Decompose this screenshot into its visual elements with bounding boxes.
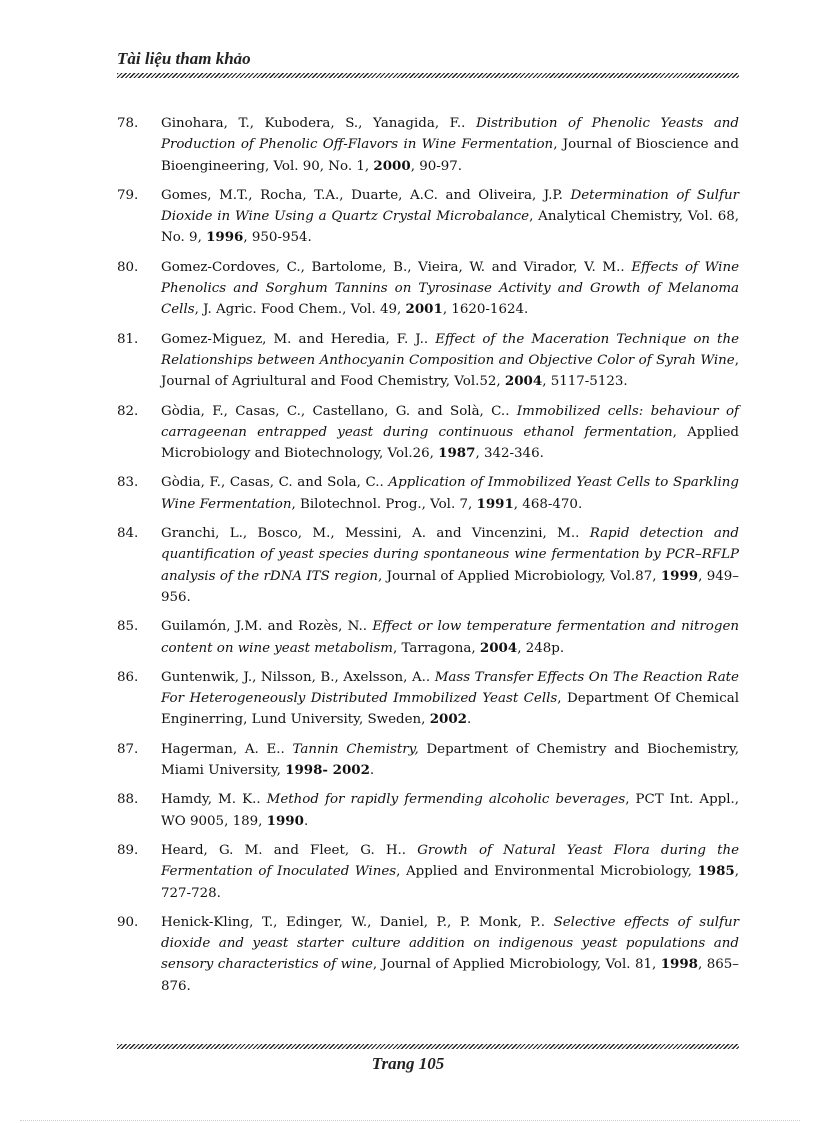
reference-authors: Granchi, L., Bosco, M., Messini, A. and Vincenzini, M.. xyxy=(161,526,590,542)
reference-number: 78. xyxy=(117,116,139,131)
reference-title: Tannin Chemistry, xyxy=(292,741,419,757)
reference-authors: Gomes, M.T., Rocha, T.A., Duarte, A.C. and Oliveira, J.P. xyxy=(161,187,571,203)
reference-pages: , 248p. xyxy=(517,640,565,656)
reference-authors: Henick-Kling, T., Edinger, W., Daniel, P., P. Monk, P.. xyxy=(161,914,554,930)
reference-year: 2000 xyxy=(373,157,411,174)
reference-year: 1999 xyxy=(660,567,699,584)
reference-source: , Applied and Environmental Microbiology, xyxy=(396,864,698,880)
reference-title: Application of Immobilized Yeast Cells to Sparkling Wine Fermentation xyxy=(161,475,739,512)
reference-year: 2002 xyxy=(429,711,467,728)
reference-pages: . xyxy=(466,712,472,728)
reference-source: , Journal of Bioscience and Bioengineering, Vol. 90, No. 1, xyxy=(161,137,739,174)
reference-year: 2001 xyxy=(405,301,443,318)
reference-year: 1998- 2002 xyxy=(285,762,370,779)
reference-entry xyxy=(117,185,739,249)
reference-text xyxy=(161,472,739,515)
reference-text xyxy=(161,840,739,904)
reference-text xyxy=(161,739,739,782)
reference-entry xyxy=(117,912,739,997)
reference-number: 82. xyxy=(117,403,139,419)
reference-authors: Gomez-Cordoves, C., Bartolome, B., Vieira, W. and Virador, V. M.. xyxy=(161,259,632,275)
reference-text xyxy=(161,667,739,731)
reference-year: 2004 xyxy=(504,373,543,390)
reference-title: Selective effects of sulfur dioxide and yeast starter culture addition on indigenous yeast populations and sensory characteristics of wine xyxy=(161,914,739,973)
reference-source: , PCT Int. Appl., WO 9005, 189, xyxy=(161,792,740,829)
reference-year: 1998 xyxy=(660,956,699,973)
reference-pages: , 5117-5123. xyxy=(542,374,628,390)
reference-title: Rapid detection and quantification of yeast species during spontaneous wine fermentation by PCR–RFLP analysis of the rDNA ITS region xyxy=(161,526,739,584)
reference-number: 80. xyxy=(117,259,139,275)
reference-number: 88. xyxy=(117,792,139,808)
reference-source: , J. Agric. Food Chem., Vol. 49, xyxy=(194,302,406,318)
reference-number: 84. xyxy=(117,526,139,542)
reference-year: 1990 xyxy=(266,812,304,829)
reference-text xyxy=(161,523,739,608)
reference-source: Department of Chemistry and Biochemistry, Miami University, xyxy=(161,741,739,779)
reference-source: , Journal of Applied Microbiology, Vol. 81, xyxy=(372,957,661,973)
reference-text xyxy=(161,185,739,249)
reference-year: 1987 xyxy=(438,445,476,462)
reference-pages: . xyxy=(369,763,375,779)
page-header-title: Tài liệu tham khảo xyxy=(117,49,251,68)
reference-title: Mass Transfer Effects On The Reaction Rate For Heterogeneously Distributed Immobilized Yeast Cells xyxy=(161,669,739,707)
reference-pages: . xyxy=(303,813,309,829)
reference-entry xyxy=(117,840,739,904)
page-number: Trang 105 xyxy=(371,1054,445,1073)
reference-pages: , 468-470. xyxy=(513,496,583,512)
reference-entry xyxy=(117,667,739,731)
reference-number: 79. xyxy=(117,187,139,203)
reference-authors: Hagerman, A. E.. xyxy=(161,741,293,757)
page-edge-dots xyxy=(20,1120,800,1122)
reference-entry xyxy=(117,523,739,608)
reference-year: 1996 xyxy=(206,229,244,246)
reference-text xyxy=(161,616,739,659)
reference-pages: , 865–876. xyxy=(161,957,739,994)
reference-title: Immobilized cells: behaviour of carrageenan entrapped yeast during continuous ethanol fermentation xyxy=(161,403,739,440)
reference-title: Growth of Natural Yeast Flora during the Fermentation of Inoculated Wines xyxy=(161,842,739,880)
reference-number: 89. xyxy=(117,842,139,858)
reference-number: 81. xyxy=(117,331,139,347)
reference-year: 1991 xyxy=(476,495,514,512)
reference-number: 83. xyxy=(117,475,139,491)
reference-authors: Guntenwik, J., Nilsson, B., Axelsson, A.. xyxy=(161,669,435,685)
reference-entry xyxy=(117,113,739,177)
reference-pages: , 1620-1624. xyxy=(442,302,529,318)
reference-authors: Guilamón, J.M. and Rozès, N.. xyxy=(161,619,373,635)
reference-entry xyxy=(117,616,739,659)
reference-pages: , 727-728. xyxy=(161,864,740,901)
reference-authors: Gòdia, F., Casas, C., Castellano, G. and Solà, C.. xyxy=(161,403,517,419)
reference-pages: , 949–956. xyxy=(161,568,739,605)
footer-divider xyxy=(117,1044,739,1049)
reference-year: 1985 xyxy=(697,863,735,880)
reference-text xyxy=(161,329,739,393)
reference-authors: Ginohara, T., Kubodera, S., Yanagida, F.. xyxy=(161,116,476,131)
reference-authors: Hamdy, M. K.. xyxy=(161,792,267,808)
reference-source: , Bilotechnol. Prog., Vol. 7, xyxy=(291,496,477,512)
reference-number: 86. xyxy=(117,669,139,685)
reference-text xyxy=(161,401,739,465)
reference-number: 90. xyxy=(117,914,139,930)
reference-entry xyxy=(117,739,739,782)
reference-entry xyxy=(117,401,739,465)
reference-list xyxy=(117,113,739,1005)
reference-source: , Analytical Chemistry, Vol. 68, No. 9, xyxy=(161,209,739,246)
reference-title: Determination of Sulfur Dioxide in Wine Using a Quartz Crystal Microbalance xyxy=(161,187,739,225)
reference-number: 85. xyxy=(117,619,139,635)
reference-authors: Gomez-Miguez, M. and Heredia, F. J.. xyxy=(161,331,436,347)
reference-source: , Journal of Agriultural and Food Chemistry, Vol.52, xyxy=(161,352,739,390)
reference-year: 2004 xyxy=(479,639,518,656)
reference-title: Effect or low temperature fermentation and nitrogen content on wine yeast metabolism xyxy=(161,619,739,656)
reference-entry xyxy=(117,472,739,515)
reference-text xyxy=(161,912,739,997)
reference-entry xyxy=(117,329,739,393)
reference-text xyxy=(161,113,739,177)
reference-source: , Department Of Chemical Enginerring, Lund University, Sweden, xyxy=(161,691,739,728)
reference-source: , Applied Microbiology and Biotechnology, Vol.26, xyxy=(161,424,740,462)
reference-authors: Gòdia, F., Casas, C. and Sola, C.. xyxy=(161,475,389,491)
reference-pages: , 90-97. xyxy=(410,158,463,174)
reference-entry xyxy=(117,789,739,832)
reference-source: , Tarragona, xyxy=(392,640,480,656)
reference-text xyxy=(161,257,739,321)
reference-number: 87. xyxy=(117,741,139,757)
header-divider xyxy=(117,73,739,78)
reference-entry xyxy=(117,257,739,321)
reference-title: Effect of the Maceration Technique on the Relationships between Anthocyanin Composition and Objective Color of Syrah Wine xyxy=(161,331,739,368)
reference-title: Method for rapidly fermending alcoholic beverages xyxy=(266,792,626,808)
reference-source: , Journal of Applied Microbiology, Vol.87, xyxy=(378,568,661,584)
reference-pages: , 950-954. xyxy=(243,230,312,246)
reference-title: Effects of Wine Phenolics and Sorghum Tannins on Tyrosinase Activity and Growth of Melanoma Cells xyxy=(161,259,739,318)
reference-text xyxy=(161,789,739,832)
reference-title: Distribution of Phenolic Yeasts and Production of Phenolic Off-Flavors in Wine Fermentation xyxy=(161,116,740,153)
reference-pages: , 342-346. xyxy=(475,446,544,462)
reference-authors: Heard, G. M. and Fleet, G. H.. xyxy=(161,842,418,858)
